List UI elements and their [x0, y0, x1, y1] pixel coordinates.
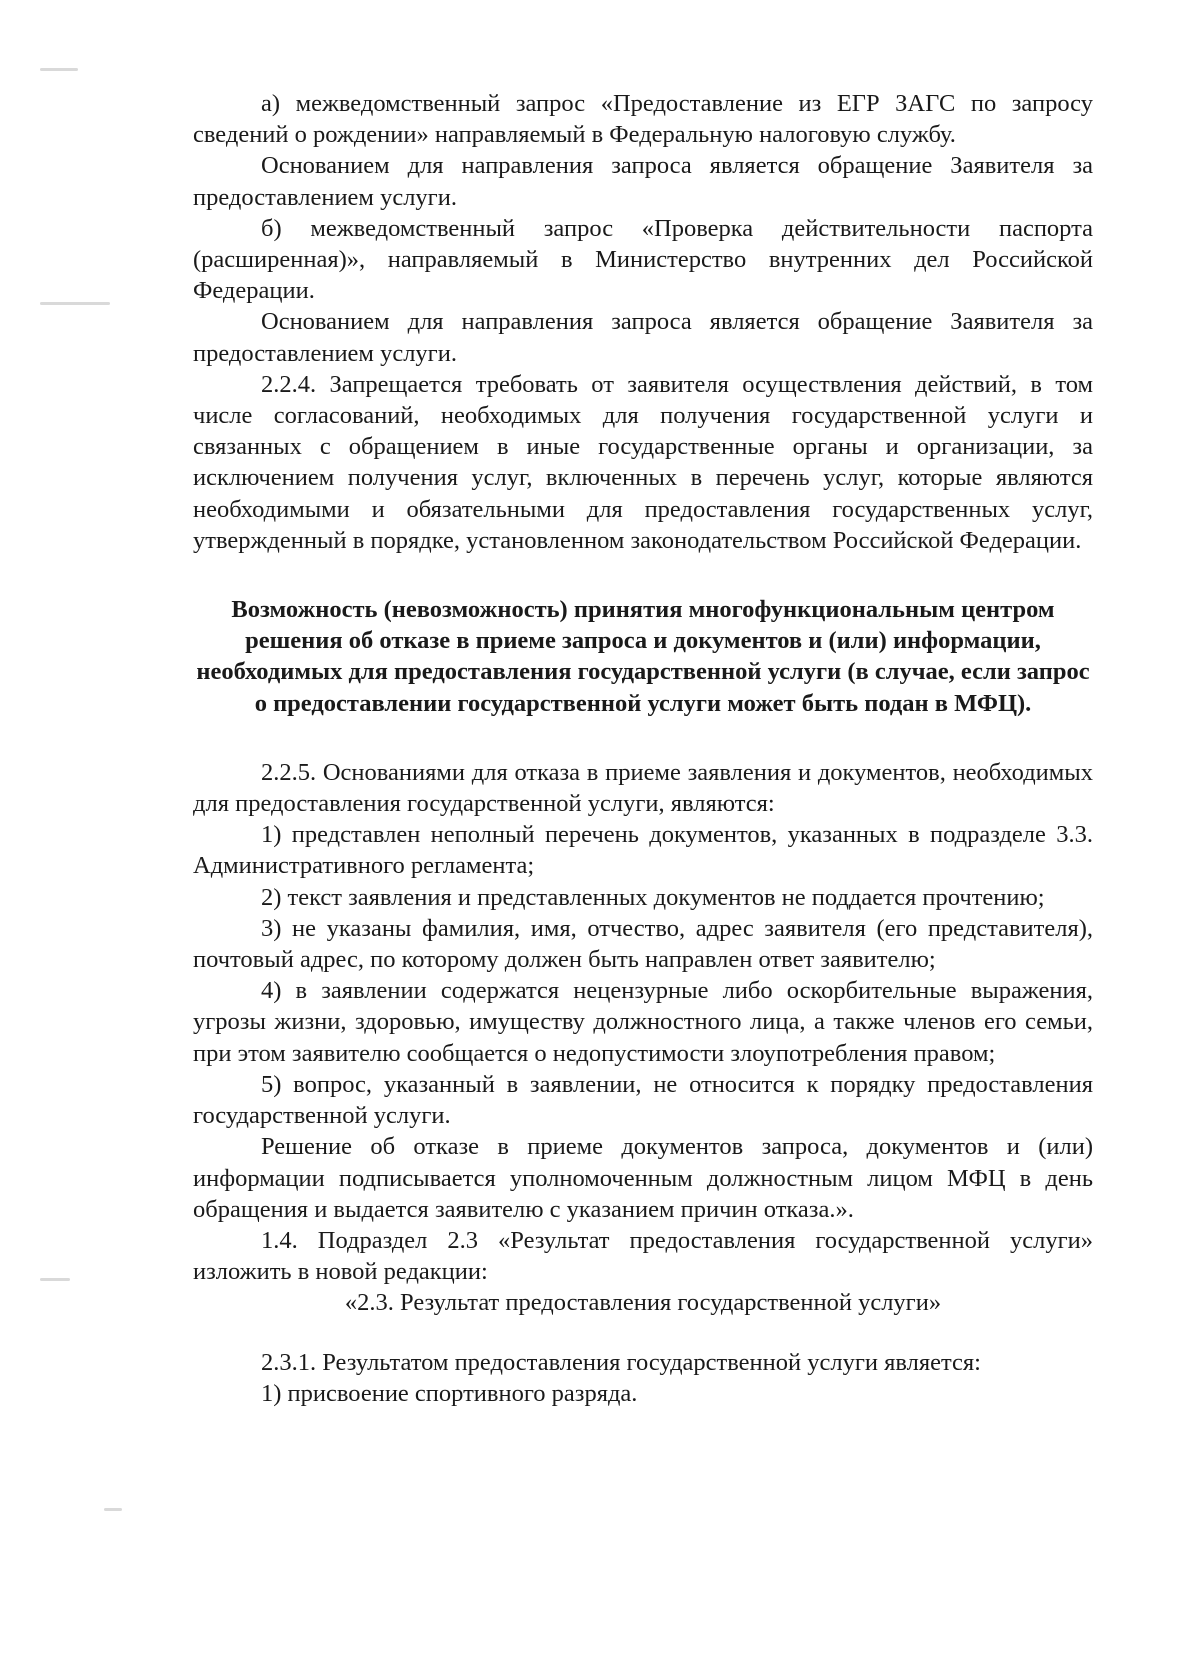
paragraph-basis-2: Основанием для направления запроса является обращение Заявителя за предоставлением услуги.	[193, 308, 1093, 367]
spacer	[193, 1319, 1093, 1347]
scan-mark	[40, 302, 110, 305]
scan-mark	[40, 1278, 70, 1281]
paragraph-basis-1: Основанием для направления запроса является обращение Заявителя за предоставлением услуги.	[193, 152, 1093, 211]
list-item-3: 3) не указаны фамилия, имя, отчество, адрес заявителя (его представителя), почтовый адрес, по которому должен быть направлен ответ заявителю;	[193, 914, 1093, 974]
paragraph-result-item-1: 1) присвоение спортивного разряда.	[261, 1379, 638, 1407]
list-item-4: 4) в заявлении содержатся нецензурные либо оскорбительные выражения, угрозы жизни, здоровью, имуществу должностного лица, а также членов его семьи, при этом заявителю сообщается о недопустимости злоупотребления правом;	[193, 977, 1093, 1067]
paragraph-interagency-request-b: б) межведомственный запрос «Проверка действительности паспорта (расширенная)», направляемый в Министерство внутренних дел Российской Федерации.	[193, 214, 1093, 305]
list-item-1: 1) представлен неполный перечень документов, указанных в подразделе 3.3. Административного регламента;	[193, 821, 1093, 880]
subsection-title: «2.3. Результат предоставления государственной услуги»	[344, 1289, 942, 1317]
list-item-2: 2) текст заявления и представленных документов не поддается прочтению;	[261, 883, 1045, 911]
section-heading: Возможность (невозможность) принятия многофункциональным центром решения об отказе в приеме запроса и документов и (или) информации, необходимых для предоставления государственной услуги (в случае, если запрос о предоставлении государственной услуги может быть подан в МФЦ).	[196, 596, 1090, 717]
scan-mark	[40, 68, 78, 71]
paragraph-2-2-5: 2.2.5. Основаниями для отказа в приеме заявления и документов, необходимых для предоставления государственной услуги, являются:	[193, 758, 1093, 818]
paragraph-1-4: 1.4. Подраздел 2.3 «Результат предоставления государственной услуги» изложить в новой редакции:	[193, 1226, 1093, 1286]
scan-mark	[104, 1508, 122, 1511]
paragraph-2-2-4: 2.2.4. Запрещается требовать от заявителя осуществления действий, в том числе согласований, необходимых для получения государственной услуги и связанных с обращением в иные государственные органы и организации, за исключением получения услуг, включенных в перечень услуг, которые являются необходимыми и обязательными для предоставления государственных услуг, утвержденный в порядке, установленном законодательством Российской Федерации.	[193, 370, 1093, 554]
paragraph-interagency-request-a: а) межведомственный запрос «Предоставление из ЕГР ЗАГС по запросу сведений о рождении» направляемый в Федеральную налоговую службу.	[193, 90, 1093, 149]
document-body	[193, 88, 1093, 1409]
paragraph-2-3-1: 2.3.1. Результатом предоставления государственной услуги является:	[261, 1348, 981, 1376]
list-item-5: 5) вопрос, указанный в заявлении, не относится к порядку предоставления государственной услуги.	[193, 1070, 1093, 1130]
paragraph-refusal-decision: Решение об отказе в приеме документов запроса, документов и (или) информации подписывается уполномоченным должностным лицом МФЦ в день обращения и выдается заявителю с указанием причин отказа.».	[193, 1133, 1093, 1223]
